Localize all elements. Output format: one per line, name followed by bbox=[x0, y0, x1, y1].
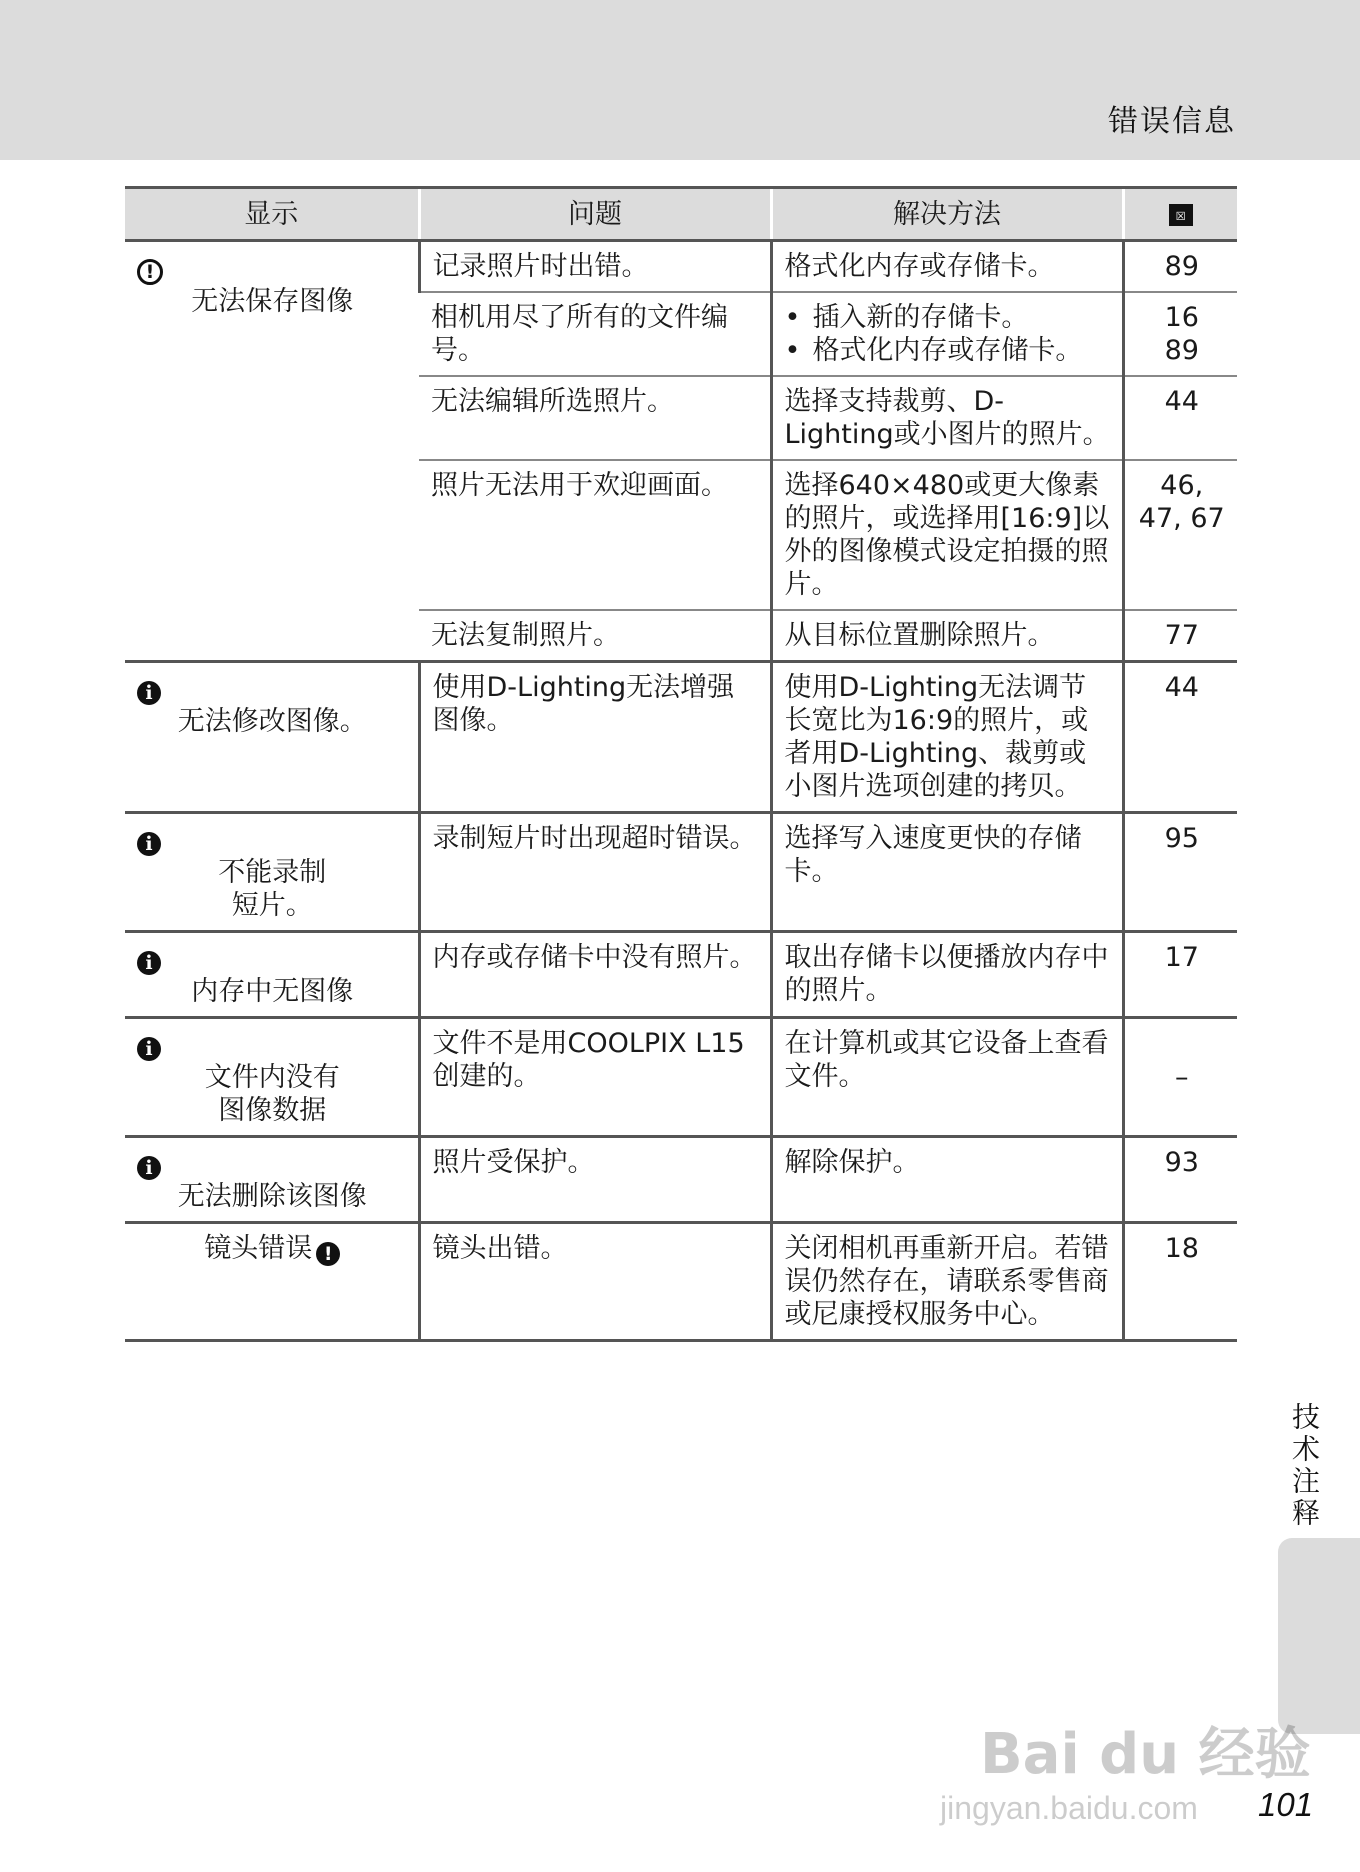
warning-icon: ! bbox=[316, 1242, 340, 1266]
table-row bbox=[125, 1223, 1237, 1341]
display-text: 镜头错误 bbox=[204, 1233, 313, 1264]
table-row bbox=[125, 662, 1237, 813]
col-header-display: 显示 bbox=[125, 188, 419, 241]
ref-cell: 46, 47, 67 bbox=[1123, 460, 1237, 610]
solution-cell bbox=[771, 292, 1123, 376]
display-cell bbox=[125, 1137, 419, 1223]
display-text: 不能录制短片。 bbox=[218, 857, 327, 921]
ref-line: 16 bbox=[1164, 302, 1199, 333]
ref-line: 89 bbox=[1164, 335, 1199, 366]
solution-cell: 关闭相机再重新开启。若错误仍然存在，请联系零售商或尼康授权服务中心。 bbox=[771, 1223, 1123, 1341]
display-cell bbox=[125, 1223, 419, 1341]
display-cell bbox=[125, 932, 419, 1018]
baidu-watermark-url: jingyan.baidu.com bbox=[940, 1790, 1198, 1826]
display-text: 无法保存图像 bbox=[191, 286, 354, 317]
table-row bbox=[125, 241, 1237, 293]
problem-cell: 文件不是用COOLPIX L15创建的。 bbox=[419, 1018, 771, 1137]
display-text: 无法修改图像。 bbox=[177, 706, 367, 737]
info-icon: i bbox=[137, 1156, 161, 1180]
problem-cell: 相机用尽了所有的文件编号。 bbox=[419, 292, 771, 376]
display-text: 内存中无图像 bbox=[191, 976, 354, 1007]
ref-cell: 89 bbox=[1123, 241, 1237, 293]
display-cell bbox=[125, 1018, 419, 1137]
solution-cell: 选择支持裁剪、D-Lighting或小图片的照片。 bbox=[771, 376, 1123, 460]
table-row bbox=[125, 1137, 1237, 1223]
problem-cell: 无法复制照片。 bbox=[419, 610, 771, 662]
section-side-label: 技术注释 bbox=[1288, 1402, 1321, 1530]
info-icon: i bbox=[137, 951, 161, 975]
table-row bbox=[125, 932, 1237, 1018]
solution-cell: 从目标位置删除照片。 bbox=[771, 610, 1123, 662]
ref-cell: 44 bbox=[1123, 376, 1237, 460]
baidu-watermark: Bai du 经验 bbox=[980, 1722, 1311, 1787]
error-messages-table bbox=[125, 186, 1237, 1342]
solution-cell: 格式化内存或存储卡。 bbox=[771, 241, 1123, 293]
solution-cell: 解除保护。 bbox=[771, 1137, 1123, 1223]
ref-cell bbox=[1123, 292, 1237, 376]
ref-cell: – bbox=[1123, 1018, 1237, 1137]
ref-cell: 93 bbox=[1123, 1137, 1237, 1223]
solution-cell: 在计算机或其它设备上查看文件。 bbox=[771, 1018, 1123, 1137]
display-cell bbox=[125, 813, 419, 932]
display-cell bbox=[125, 241, 419, 662]
problem-cell: 镜头出错。 bbox=[419, 1223, 771, 1341]
problem-cell: 记录照片时出错。 bbox=[419, 241, 771, 293]
col-header-problem: 问题 bbox=[419, 188, 771, 241]
problem-cell: 内存或存储卡中没有照片。 bbox=[419, 932, 771, 1018]
problem-cell: 照片无法用于欢迎画面。 bbox=[419, 460, 771, 610]
info-icon: i bbox=[137, 681, 161, 705]
ref-cell: 44 bbox=[1123, 662, 1237, 813]
ref-cell: 77 bbox=[1123, 610, 1237, 662]
info-icon: i bbox=[137, 1037, 161, 1061]
table-row bbox=[125, 813, 1237, 932]
solution-cell: 选择640×480或更大像素的照片，或选择用[16:9]以外的图像模式设定拍摄的照片。 bbox=[771, 460, 1123, 610]
display-text: 无法删除该图像 bbox=[177, 1181, 367, 1212]
page-header-title: 错误信息 bbox=[1108, 104, 1236, 139]
ref-cell: 17 bbox=[1123, 932, 1237, 1018]
list-item: • 插入新的存储卡。 bbox=[785, 301, 1112, 334]
info-icon: i bbox=[137, 832, 161, 856]
ref-cell: 18 bbox=[1123, 1223, 1237, 1341]
problem-cell: 录制短片时出现超时错误。 bbox=[419, 813, 771, 932]
problem-cell: 使用D-Lighting无法增强图像。 bbox=[419, 662, 771, 813]
problem-cell: 照片受保护。 bbox=[419, 1137, 771, 1223]
col-header-ref bbox=[1123, 188, 1237, 241]
col-header-solution: 解决方法 bbox=[771, 188, 1123, 241]
page-number: 101 bbox=[1258, 1786, 1314, 1823]
ref-cell: 95 bbox=[1123, 813, 1237, 932]
exclamation-outline-icon: ! bbox=[137, 259, 163, 285]
table-header-row bbox=[125, 188, 1237, 241]
section-side-tab bbox=[1278, 1538, 1360, 1734]
solution-cell: 选择写入速度更快的存储卡。 bbox=[771, 813, 1123, 932]
solution-list bbox=[785, 301, 1112, 367]
solution-cell: 取出存储卡以便播放内存中的照片。 bbox=[771, 932, 1123, 1018]
display-cell bbox=[125, 662, 419, 813]
solution-cell: 使用D-Lighting无法调节长宽比为16:9的照片，或者用D-Lighting、裁剪或小图片选项创建的拷贝。 bbox=[771, 662, 1123, 813]
list-item: • 格式化内存或存储卡。 bbox=[785, 334, 1112, 367]
problem-cell: 无法编辑所选照片。 bbox=[419, 376, 771, 460]
display-text: 文件内没有图像数据 bbox=[204, 1062, 340, 1126]
table-row bbox=[125, 1018, 1237, 1137]
page-reference-icon: ☒ bbox=[1169, 204, 1193, 226]
